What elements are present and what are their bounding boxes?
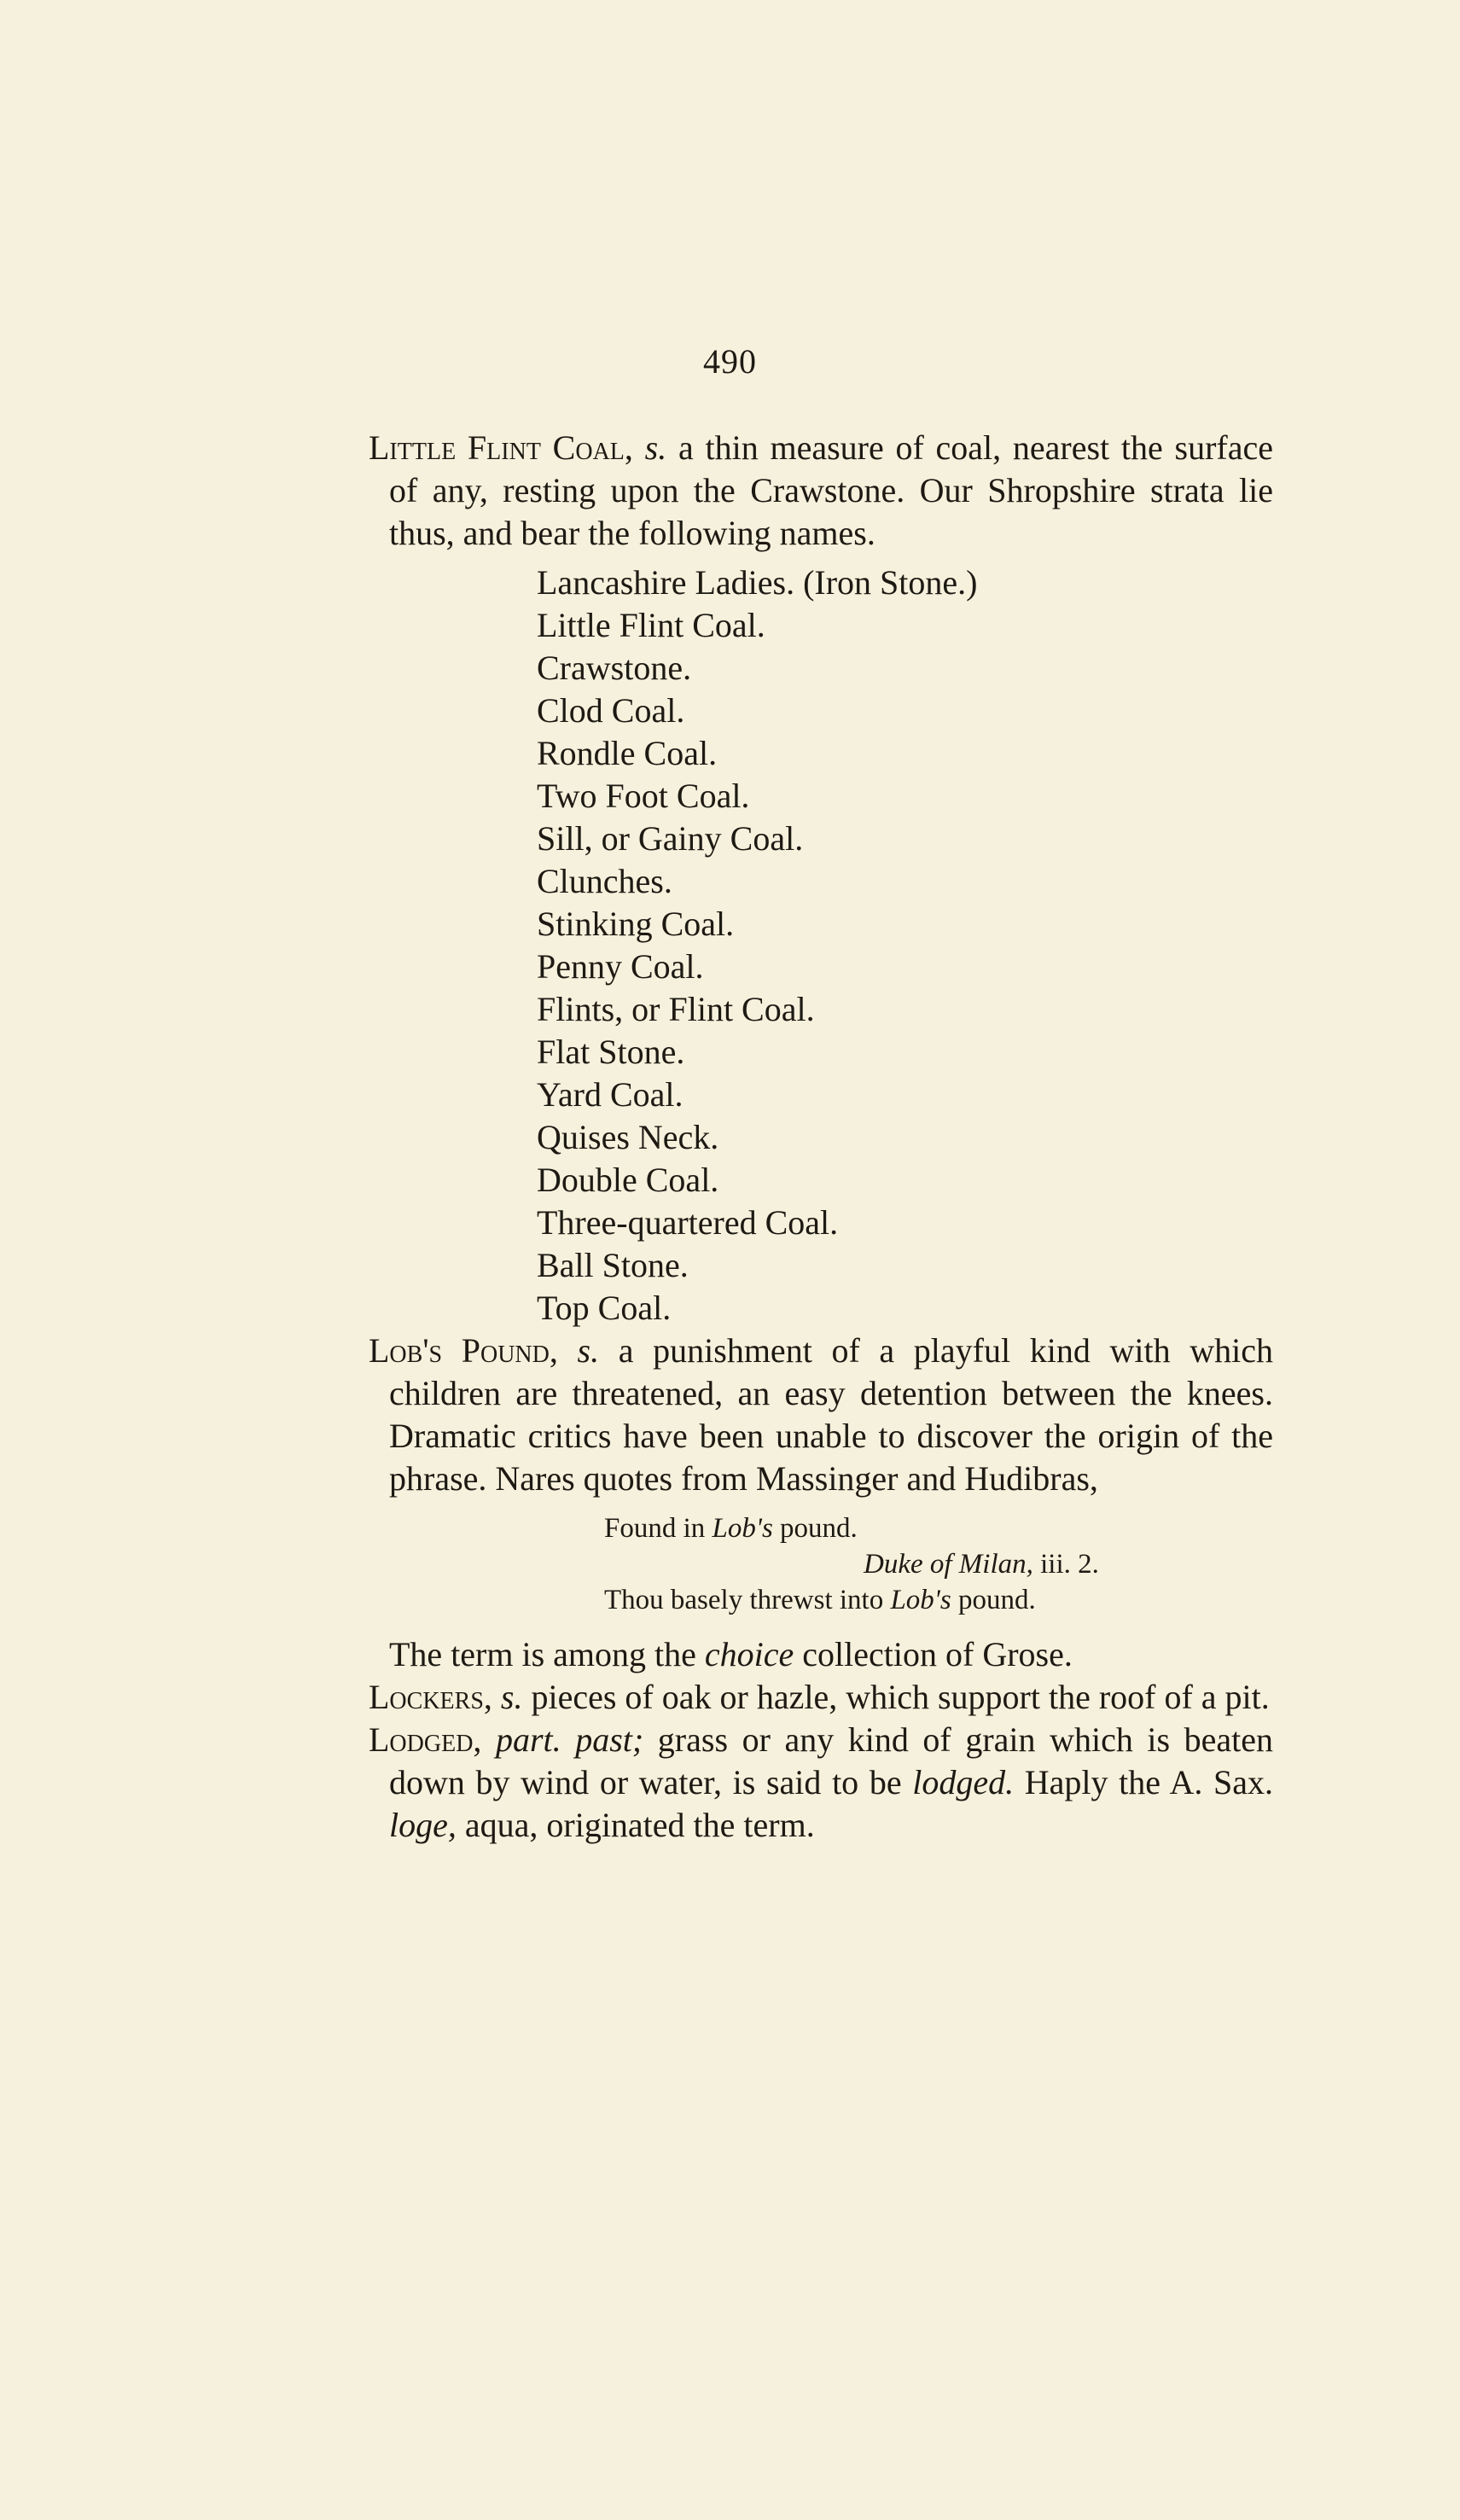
headword: Lockers, [369,1678,492,1716]
definition: aqua, originated the term. [456,1806,815,1844]
strata-item: Crawstone. [537,649,692,687]
quote-line [369,1582,1273,1618]
quote-citation [369,1546,1273,1582]
part-of-speech: s. [500,1678,523,1716]
strata-item: Clod Coal. [537,691,685,730]
headword: Lodged, [369,1720,482,1759]
definition: a punishment of a playful kind with which children are threatened, an easy detention between the knees. Dramatic critics have been unable to discover the origin of the phrase. Nares quotes from Massinger and Hudibras, [389,1331,1273,1498]
part-of-speech: part. past; [495,1720,644,1759]
entry-lodged [369,1719,1273,1847]
grose-note [389,1633,1273,1676]
page-content [369,427,1273,1847]
headword: Lob's Pound, [369,1331,558,1370]
quote-text: Found in [604,1513,713,1544]
strata-item: Two Foot Coal. [537,777,750,815]
quote-italic: Lob's [890,1585,951,1615]
strata-item: Lancashire Ladies. (Iron Stone.) [537,563,978,602]
quotation-block [369,1510,1273,1618]
strata-item: Flints, or Flint Coal. [537,990,815,1028]
page-number: 490 [703,342,757,381]
strata-item: Little Flint Coal. [537,606,765,644]
note-text: The term is among the [389,1635,705,1673]
entry-little-flint-coal [369,427,1273,555]
definition: grass or any kind of grain which is beaten down by wind or water, is said to be [389,1720,1273,1801]
strata-item: Yard Coal. [537,1075,683,1114]
strata-item: Penny Coal. [537,947,704,986]
citation-ref: iii. 2. [1032,1549,1099,1580]
note-text: collection of Grose. [794,1635,1073,1673]
strata-item: Flat Stone. [537,1033,685,1071]
strata-item: Rondle Coal. [537,734,718,772]
part-of-speech: s. [644,428,667,467]
strata-item: Stinking Coal. [537,905,735,943]
strata-item: Three-quartered Coal. [537,1203,839,1242]
definition-italic: loge, [389,1806,457,1844]
definition: a thin measure of coal, nearest the surface of any, resting upon the Crawstone. Our Shropshire strata lie thus, and bear the following names. [389,428,1274,552]
quote-text: pound. [951,1585,1036,1615]
quote-line [369,1510,1273,1546]
entry-lockers [369,1676,1273,1719]
entry-lobs-pound [369,1330,1273,1500]
definition-italic: lodged. [912,1763,1015,1801]
definition: Haply the A. Sax. [1014,1763,1273,1801]
strata-item: Ball Stone. [537,1246,689,1284]
strata-item: Clunches. [537,862,672,900]
part-of-speech: s. [577,1331,600,1370]
strata-item: Quises Neck. [537,1118,719,1156]
quote-italic: Lob's [712,1513,773,1544]
quote-text: pound. [772,1513,858,1544]
strata-item: Sill, or Gainy Coal. [537,819,804,858]
strata-item: Double Coal. [537,1161,719,1199]
note-italic: choice [704,1635,794,1673]
strata-item: Top Coal. [537,1289,672,1327]
headword: Little Flint Coal, [369,428,633,467]
definition: pieces of oak or hazle, which support the roof of a pit. [531,1678,1270,1716]
citation-title: Duke of Milan, [864,1549,1033,1580]
quote-text: Thou basely threwst into [604,1585,891,1615]
strata-list [369,562,1273,1330]
